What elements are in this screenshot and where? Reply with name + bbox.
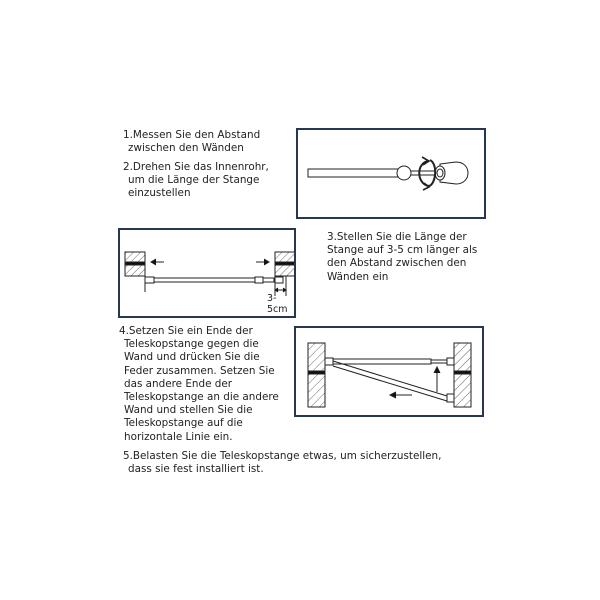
step-line: Wänden ein [327,270,389,283]
step-3-text [327,231,477,284]
step-5-text [123,450,441,476]
step-line: Wand und drücken Sie die [124,351,260,364]
step-line: 1.Messen Sie den Abstand [123,129,261,141]
diagram-measure-length [118,228,296,318]
step-line: 5.Belasten Sie die Teleskopstange etwas, um sicherzustellen, [123,450,442,462]
step-line: zwischen den Wänden [128,142,244,155]
step-line: Teleskopstange an die andere [124,391,279,404]
step-line: Wand und stellen Sie die [124,404,253,417]
step-1-text [123,129,260,155]
step-line: 2.Drehen Sie das Innenrohr, [123,161,269,173]
outer-tube [308,169,404,177]
right-wall [454,343,471,407]
diagram-install-rod [294,326,484,417]
measure-label: 3-5cm [267,293,288,315]
step-line: dass sie fest installiert ist. [128,463,264,476]
step-line: Teleskopstange auf die [124,417,243,430]
step-line: Feder zusammen. Setzen Sie [124,364,275,377]
step-line: um die Länge der Stange [128,174,260,187]
step-line: den Abstand zwischen den [327,257,467,270]
left-wall [308,343,325,407]
step-line: Teleskopstange gegen die [124,338,259,351]
step-line: Stange auf 3-5 cm länger als [327,244,478,257]
step-line: 3.Stellen Sie die Länge der [327,231,467,243]
step-4-text [119,325,279,444]
diagram-rotate-inner-tube [296,128,486,219]
step-line: das andere Ende der [124,377,233,390]
rod-horizontal [333,359,431,364]
step-line: einzustellen [128,187,191,200]
step-line: 4.Setzen Sie ein Ende der [119,325,253,337]
step-line: horizontale Linie ein. [124,430,233,443]
tube-joint [397,166,411,180]
step-2-text [123,161,269,201]
